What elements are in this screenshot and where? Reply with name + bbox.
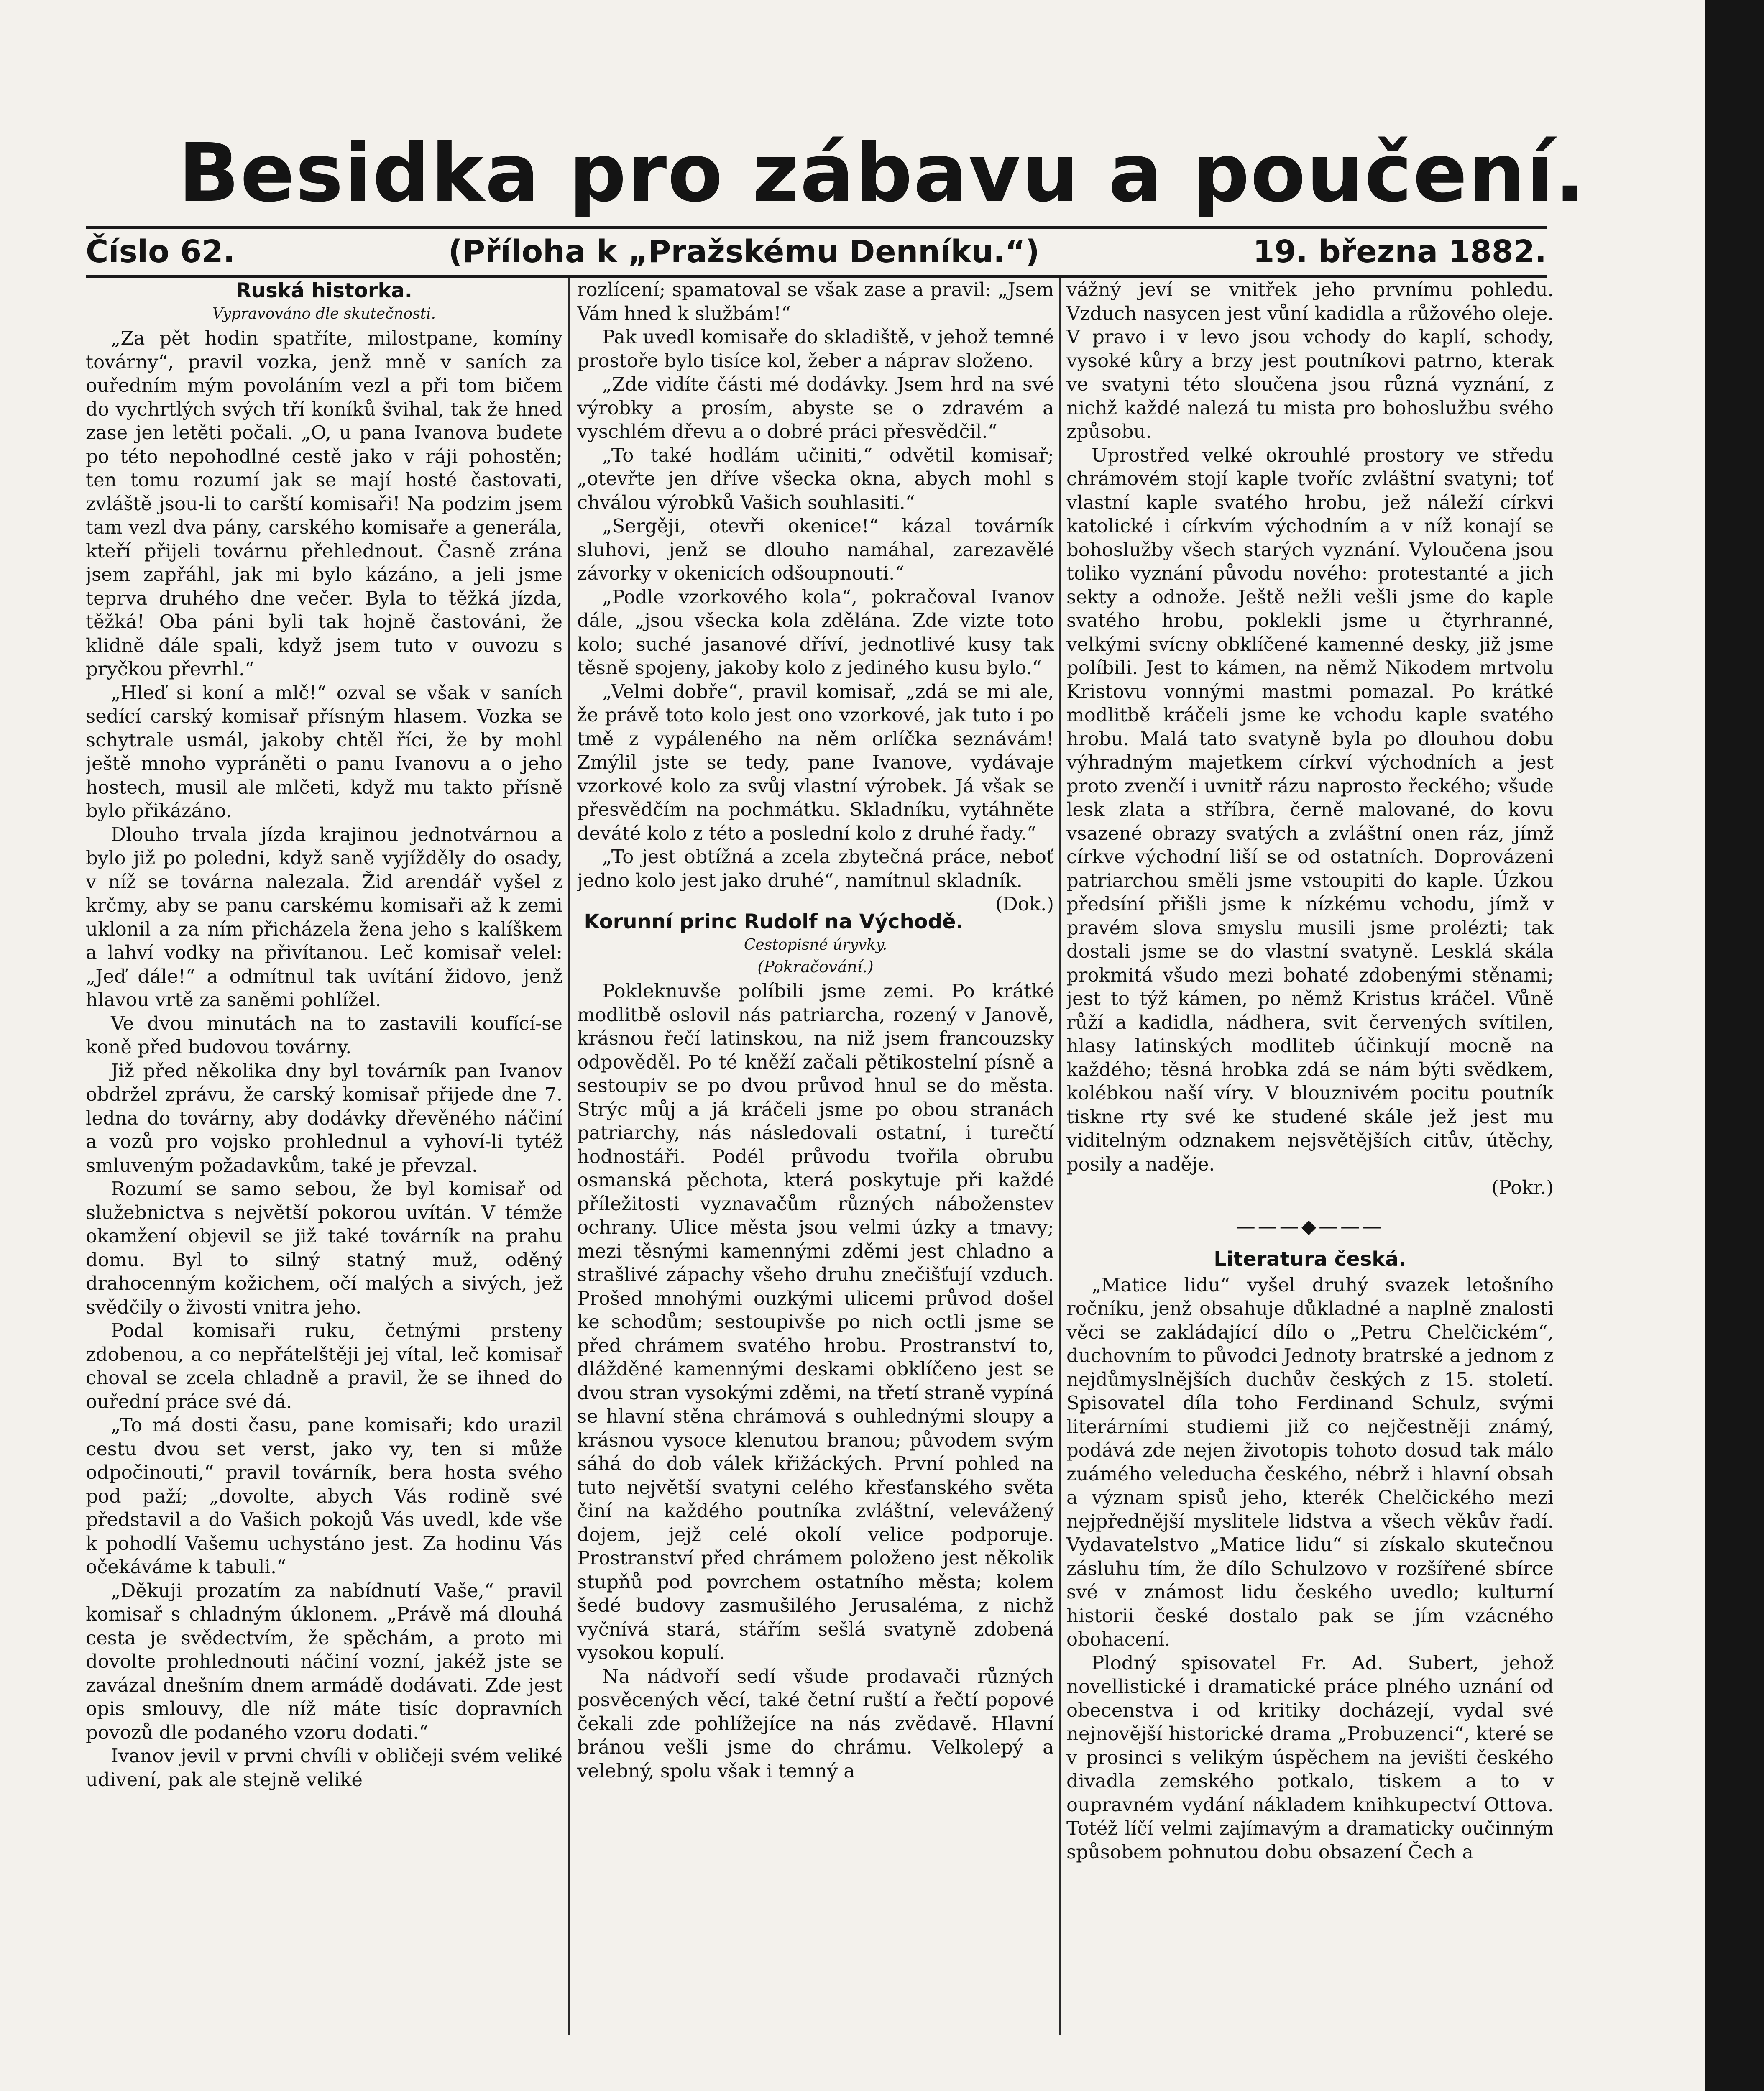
article-heading: Literatura česká. (1214, 1247, 1406, 1271)
paragraph: Již před několika dny byl továrník pan Ivanov obdržel zprávu, že carský komisař přijede dne 7. ledna do továrny, aby dodávky dřevěného náčiní a vozů pro vojsko prohlednul a vyhoví-li tytéž smluveným požadavkům, také je převzal. (86, 1059, 562, 1176)
paragraph: „To také hodlám učiniti,“ odvětil komisař; „otevřte jen dříve všecka okna, abych mohl s chválou výrobků Vašich souhlasiti.“ (577, 444, 1054, 514)
article-heading: Korunní princ Rudolf na Východě. (584, 910, 964, 933)
paragraph: Na nádvoří sedí všude prodavači různých posvěcených věcí, také četní ruští a řečtí popové čekali zde pohlížejíce na nás zvědavě. Hlavní bránou vešli jsme do chrámu. Velkolepý a velebný, spolu však i temný a (577, 1665, 1054, 1782)
paragraph: „Podle vzorkového kola“, pokračoval Ivanov dále, „jsou všecka kola zdělána. Zde vizte toto kolo; suché jasanové dříví, jednotlivé kusy tak těsně spojeny, jakoby kolo z jediného kusu bylo.“ (577, 585, 1054, 679)
issue-number: Číslo 62. (86, 234, 235, 270)
column-rule (1059, 278, 1061, 2035)
to-be-continued-mark: (Pokr.) (1491, 1176, 1554, 1199)
paragraph: Uprostřed velké okrouhlé prostory ve středu chrámovém stojí kaple tvoříc zvláštní svatyni; toť vlastní kaple svatého hrobu, jež náleží církvi katolické i církvím východním a v níž konají se bohoslužby všech starých vyznání. Vyloučena jsou toliko vyznání původu nového: protestanté a jich sekty a odnože. Ještě nežli vešli jsme do kaple svatého hrobu, poklekli jsme u čtyrhranné, velkými svícny obklíčené kamenné desky, již jsme políbili. Jest to kámen, na němž Nikodem mrtvolu Kristovu vonnými mastmi pomazal. Po krátké modlitbě kráčeli jsme ke vchodu kaple svatého hrobu. Malá tato svatyně byla po dlouhou dobu výhradným majetkem církví východních a jest proto zvenčí i uvnitř rázu naprosto řeckého; všude lesk zlata a stříbra, černě malované, do kovu vsazené obrazy svatých a zvláštní onen ráz, jímž církve východní liší se od ostatních. Doprovázeni patriarchou směli jsme vstoupiti do kaple. Úzkou předsíní přišli jsme k nízkému vchodu, jímž v pravém slova smyslu musili jsme prolézti; tak dostali jsme se do vlastní svatyně. Lesklá skála prokmitá všudo mezi bohaté zdobenými stěnami; jest to týž kámen, po němž Kristus kráčel. Vůně růží a kadidla, nádhera, svit červených svítilen, hlasy latinských modliteb účinkují mocně na každého; těsná hrobka zdá se nám býti svědkem, kolébkou naší víry. V blouznivém pocitu poutník tiskne rty své ke studené skále jež jest mu viditelným odznakem nejsvětějších citův, útěchy, posily a naděje. (1066, 444, 1554, 1175)
issue-date: 19. března 1882. (1253, 234, 1547, 270)
paragraph: Ve dvou minutách na to zastavili koufící-se koně před budovou továrny. (86, 1012, 562, 1058)
paragraph: Rozumí se samo sebou, že byl komisař od služebnictva s největší pokorou uvítán. V témže okamžení objevil se již také továrník na prahu domu. Byl to silný statný muž, oděný drahocenným kožichem, očí malých a sivých, jež svědčily o živosti vnitra jeho. (86, 1178, 562, 1318)
article-subheading: Cestopisné úryvky. (744, 936, 887, 953)
paragraph: Ivanov jevil v prvni chvíli v obličeji svém veliké udivení, pak ale stejně veliké (86, 1745, 562, 1791)
paragraph: „Zde vidíte části mé dodávky. Jsem hrd na své výrobky a prosím, abyste se o zdravém a vyschlém dřevu a o dobré práci přesvědčil.“ (577, 373, 1054, 442)
paragraph: „Děkuji prozatím za nabídnutí Vaše,“ pravil komisař s chladným úklonem. „Právě má dlouhá cesta je svědectvím, že spěchám, a proto mi dovolte prohlednouti náčiní vozní, jakéž jste se zavázal dnešním dnem armádě dodávati. Zde jest opis smlouvy, dle níž máte tisíc dopravních povozů dle podaného vzoru dodati.“ (86, 1579, 562, 1743)
article-subheading: Vypravováno dle skutečnosti. (212, 305, 436, 322)
masthead-title: Besidka pro zábavu a poučení. (178, 127, 1586, 220)
paragraph: Plodný spisovatel Fr. Ad. Subert, jehož novellistické i dramatické práce plného uznání od obecenstva i od kritiky docházejí, vydal své nejnovější historické drama „Probuzenci“, které se v prosinci s velikým úspěchem na jevišti českého divadla zemského potkalo, tiskem a to v oupravném vydání nákladem knihkupectví Ottova. Totéž líčí velmi zajímavým a dramaticky oučinným spůsobem pohnutou dobu obsazení Čech a (1066, 1651, 1554, 1863)
column-1 (86, 278, 562, 2035)
article-heading: Ruská historka. (235, 279, 413, 302)
scan-edge (1705, 0, 1764, 2091)
columns (86, 278, 1554, 2035)
paragraph: „To má dosti času, pane komisaři; kdo urazil cestu dvou set verst, jako vy, ten si může odpočinouti,“ pravil továrník, bera hosta svého pod paží; „dovolte, abych Vás rodině své představil a do Vašich pokojů Vás uvedl, kde vše k pohodlí Vašemu uchystáno jest. Za hodinu Vás očekáváme k tabuli.“ (86, 1414, 562, 1578)
column-rule (568, 278, 570, 2035)
column-2 (577, 278, 1054, 2035)
paragraph: Podal komisaři ruku, četnými prsteny zdobenou, a co nepřátelštěji jej vítal, leč komisař choval se zcela chladně a pravil, že se ihned do ouřední práce své dá. (86, 1319, 562, 1413)
paragraph: vážný jeví se vnitřek jeho prvnímu pohledu. Vzduch nasycen jest vůní kadidla a růžového oleje. V pravo i v levo jsou vchody do kaplí, schody, vysoké kůry a brzy jest poutníkovi patrno, kterak ve svatyni této sloučena jsou různá vyznání, z nichž každé nalezá tu mista pro bohoslužbu svého způsobu. (1066, 279, 1554, 442)
paragraph (577, 845, 1054, 915)
column-3 (1066, 278, 1554, 2035)
paragraph: Pokleknuvše políbili jsme zemi. Po krátké modlitbě oslovil nás patriarcha, rozený v Janově, krásnou řečí latinskou, na niž jsem francouzsky odpověděl. Po té kněží začali pětikostelní písně a sestoupiv se po dvou průvod hnul se do města. Strýc můj a já kráčeli jsme po obou stranách patriarchy, nás následovali ostatní, i turečtí hodnostáři. Podél průvodu tvořila obrubu osmanská pěchota, která poskytuje při každé příležitosti vyznavačům různých náboženstev ochrany. Ulice města jsou velmi úzky a tmavy; mezi těsnými kamennými zděmi jest chladno a strašlivé zápachy všeho druhu znečišťují vzduch. Prošed mnohými ouzkými ulicemi průvod došel ke schodům; sestoupivše po nich octli jsme se před chrámem svatého hrobu. Prostranství to, dlážděné kamennými deskami obklíčeno jest se dvou stran vysokými zděmi, na třetí straně vypíná se hlavní stěna chrámová s ouhlednými sloupy a krásnou vysoce klenutou branou; původem svým sáhá do dob válek křižáckých. První pohled na tuto největší svatyni celého křesťanského světa činí na každého poutníka zvláštní, velevážený dojem, jejž celé okolí velice podporuje. Prostranství před chrámem položeno jest několik stupňů pod povrchem ostatního města; kolem šedé budovy zasmušilého Jerusaléma, z nichž vyčnívá stará, stářím sešlá svatyně zdobená vysokou kopulí. (577, 980, 1054, 1664)
paragraph: „Sergěji, otevři okenice!“ kázal továrník sluhovi, jenž se dlouho namáhal, zarezavělé závorky v okenicích odšoupnouti.“ (577, 515, 1054, 584)
paragraph: „Matice lidu“ vyšel druhý svazek letošního ročníku, jenž obsahuje důkladné a naplně znalosti věci se zakládající dílo o „Petru Chelčickém“, duchovním to původci Jednoty bratrské a jednom z nejdůmyslnějších duchův českých z 15. století. Spisovatel díla toho Ferdinand Schulz, svými literárními studiemi již co nejčestněji známý, podává zde nejen životopis tohoto dosud tak málo zuámého veleducha českého, nébrž i hlavní obsah a význam spisů jeho, kterék Chelčického mezi nejpřednější myslitele lidstva a všech věkův řadí. Vydavatelstvo „Matice lidu“ si získalo skutečnou zásluhu tím, že dílo Schulzovo v rozšířené sbírce své v známost lidu českého uvedlo; kulturní historii české dostalo pak se jím vzácného obohacení. (1066, 1273, 1554, 1650)
paragraph: Pak uvedl komisaře do skladiště, v jehož temné prostoře bylo tisíce kol, žeber a náprav složeno. (577, 326, 1054, 372)
paragraph: „Za pět hodin spatříte, milostpane, komíny továrny“, pravil vozka, jenž mně v saních za ouředním mým povoláním vezl a při tom bičem do vychrtlých svých tří koníků švihal, tak že hned zase jen letěti počali. „O, u pana Ivanova budete po této nepohodlné cestě jako v ráji pohostěn; ten tomu rozumí jak se mají hosté častovati, zvláště jsou-li to carští komisaři! Na podzim jsem tam vezl dva pány, carského komisaře a generála, kteří přijeli továrnu přehlednout. Časně zrána jsem zapřáhl, jak mi bylo kázáno, a jeli jsme teprva druhého dne večer. Byla to těžká jízda, těžká! Oba páni byli tak hojně častováni, že klidně dále spali, když jsem tuto v ouvozu s pryčkou převrhl.“ (86, 327, 562, 680)
paragraph-text: „To jest obtížná a zcela zbytečná práce, neboť jedno kolo jest jako druhé“, namítnul skladník. (577, 846, 1054, 892)
paragraph: „Hleď si koní a mlč!“ ozval se však v saních sedící carský komisař přísným hlasem. Vozka se schytrale usmál, jakoby chtěl říci, že by mohl ještě mnoho vypráněti o panu Ivanovu a o jeho hostech, musil ale mlčeti, když mu takto přísně bylo přikázáno. (86, 681, 562, 822)
paragraph: rozlícení; spamatoval se však zase a pravil: „Jsem Vám hned k službám!“ (577, 279, 1054, 325)
supplement-note: (Příloha k „Pražskému Denníku.“) (448, 234, 1040, 270)
paragraph: Dlouho trvala jízda krajinou jednotvárnou a bylo již po poledni, když saně vyjížděly do osady, v níž se továrna nalezala. Žid arendář vyšel z krčmy, aby se panu carskému komisaři až k zemi uklonil a za ním přicházela žena jeho s kalíškem a lahví vodky na přivítanou. Leč komisař velel: „Jeď dále!“ a odmítnul tak uvítání židovo, jenž hlavou vrtě za saněmi pohlížel. (86, 823, 562, 1011)
continuation-note: (Pokračování.) (757, 958, 874, 976)
paragraph: „Velmi dobře“, pravil komisař, „zdá se mi ale, že právě toto kolo jest ono vzorkové, jak tuto i po tmě z vypáleného na něm orlíčka seznávám! Zmýlil jste se tedy, pane Ivanove, vydávaje vzorkové kolo za svůj vlastní výrobek. Já však se přesvědčím na pochmátku. Skladníku, vytáhněte deváté kolo z této a poslední kolo z druhé řady.“ (577, 680, 1054, 844)
to-be-continued-mark: (Dok.) (995, 893, 1054, 915)
issue-line (86, 226, 1547, 278)
section-divider-ornament: ———◆——— (1236, 1214, 1384, 1237)
